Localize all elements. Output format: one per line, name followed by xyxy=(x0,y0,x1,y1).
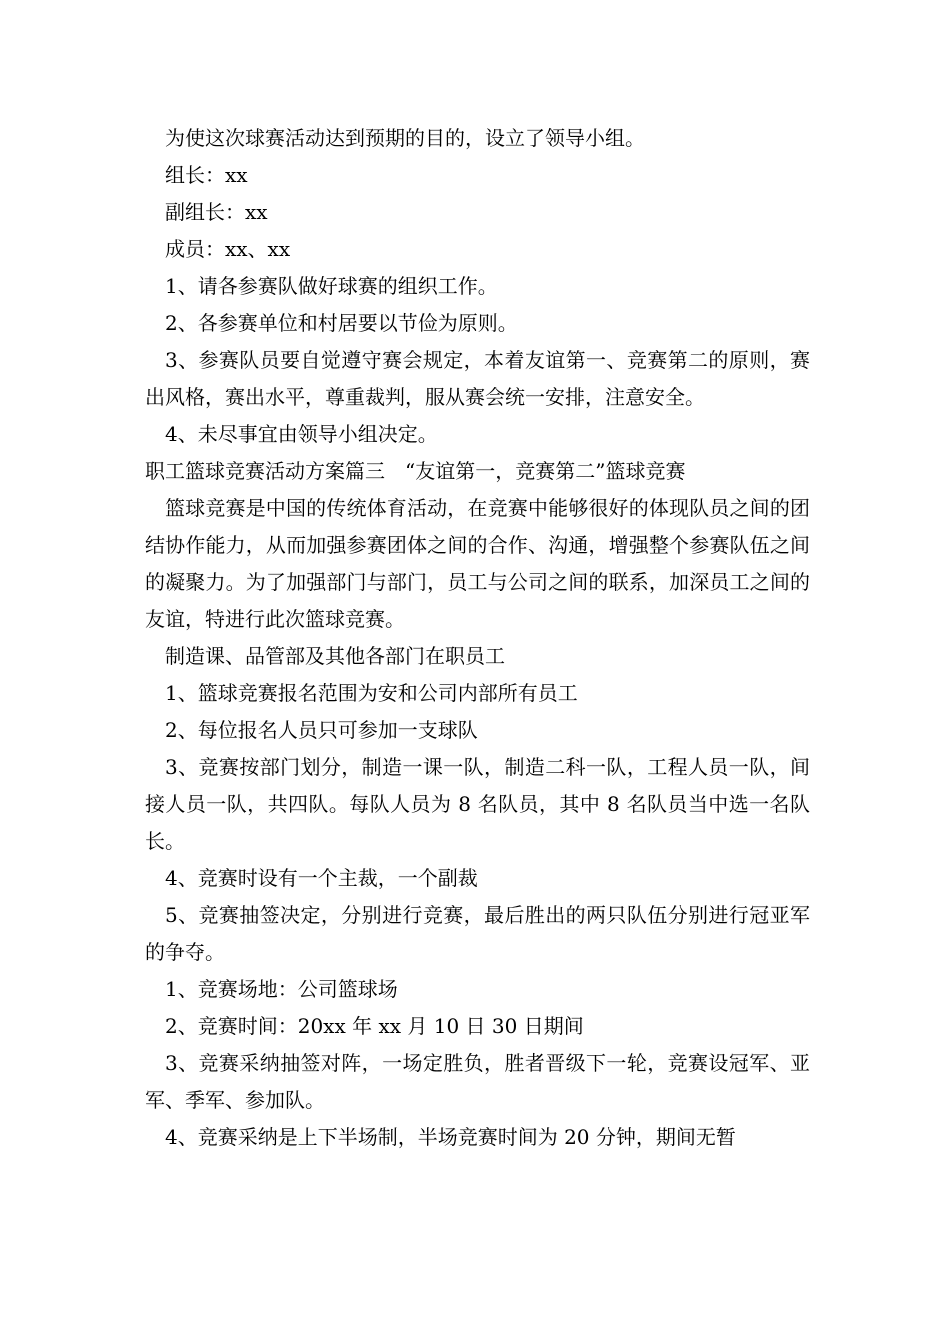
paragraph-item: 3、竞赛采纳抽签对阵，一场定胜负，胜者晋级下一轮，竞赛设冠军、亚军、季军、参加队。 xyxy=(145,1051,810,1112)
paragraph-participants: 制造课、品管部及其他各部门在职员工 xyxy=(165,644,505,668)
paragraph-description: 篮球竞赛是中国的传统体育活动，在竞赛中能够很好的体现队员之间的团结协作能力，从而加强参赛团体之间的合作、沟通，增强整个参赛队伍之间的凝聚力。为了加强部门与部门，员工与公司之间的联系，加深员工之间的友谊，特进行此次篮球竞赛。 xyxy=(145,496,810,631)
paragraph-item: 4、未尽事宜由领导小组决定。 xyxy=(165,422,438,446)
paragraph-deputy-leader: 副组长：xx xyxy=(165,200,268,224)
paragraph-item: 3、竞赛按部门划分，制造一课一队，制造二科一队，工程人员一队，间接人员一队，共四队。每队人员为 8 名队员，其中 8 名队员当中选一名队长。 xyxy=(145,755,810,853)
paragraph-item: 2、每位报名人员只可参加一支球队 xyxy=(165,718,478,742)
paragraph-item: 4、竞赛时设有一个主裁，一个副裁 xyxy=(165,866,478,890)
paragraph-intro: 为使这次球赛活动达到预期的目的，设立了领导小组。 xyxy=(165,126,645,150)
document-body xyxy=(145,120,810,1156)
paragraph-item: 2、各参赛单位和村居要以节俭为原则。 xyxy=(165,311,518,335)
paragraph-item: 2、竞赛时间：20xx 年 xx 月 10 日 30 日期间 xyxy=(165,1014,584,1038)
paragraph-members: 成员：xx、xx xyxy=(165,237,291,261)
paragraph-item: 5、竞赛抽签决定，分别进行竞赛，最后胜出的两只队伍分别进行冠亚军的争夺。 xyxy=(145,903,810,964)
paragraph-item: 1、篮球竞赛报名范围为安和公司内部所有员工 xyxy=(165,681,578,705)
paragraph-item: 1、请各参赛队做好球赛的组织工作。 xyxy=(165,274,498,298)
paragraph-item: 3、参赛队员要自觉遵守赛会规定，本着友谊第一、竞赛第二的原则，赛出风格，赛出水平，尊重裁判，服从赛会统一安排，注意安全。 xyxy=(145,348,810,409)
paragraph-item: 4、竞赛采纳是上下半场制，半场竞赛时间为 20 分钟，期间无暂 xyxy=(165,1125,736,1149)
paragraph-leader: 组长：xx xyxy=(165,163,248,187)
section-heading: 职工篮球竞赛活动方案篇三 “友谊第一，竞赛第二”篮球竞赛 xyxy=(145,459,686,483)
paragraph-item: 1、竞赛场地：公司篮球场 xyxy=(165,977,398,1001)
